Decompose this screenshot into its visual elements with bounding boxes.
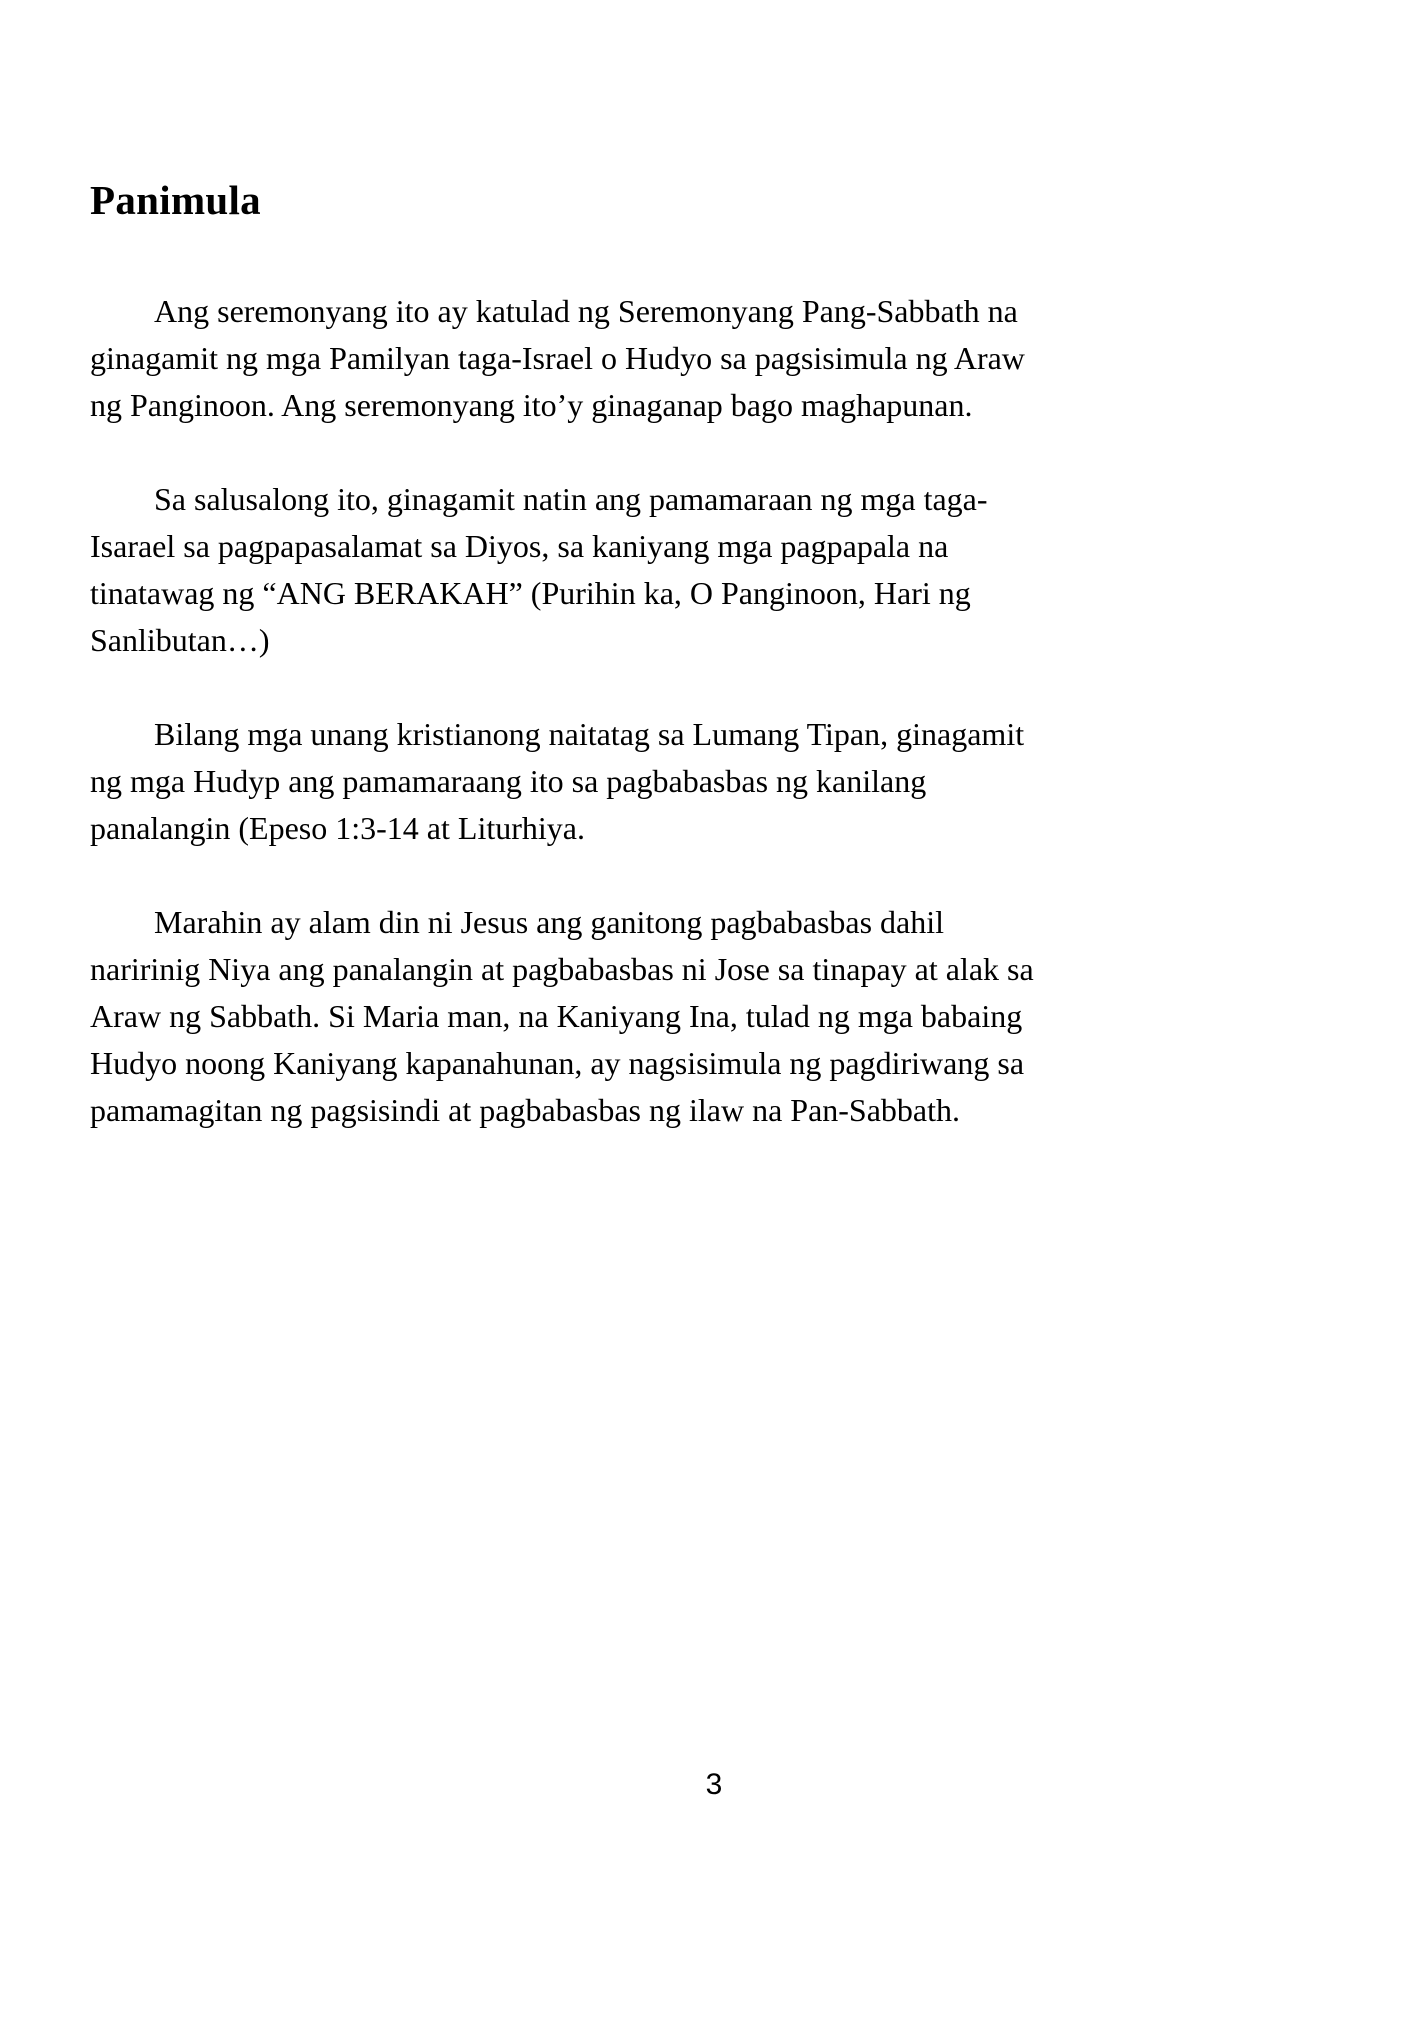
paragraph bbox=[90, 899, 1080, 1134]
page-title: Panimula bbox=[90, 177, 261, 223]
text-line: ng Panginoon. Ang seremonyang ito’y ginaganap bago maghapunan. bbox=[90, 387, 973, 423]
text-line: panalangin (Epeso 1:3-14 at Liturhiya. bbox=[90, 810, 585, 846]
text-line: Marahin ay alam din ni Jesus ang ganitong pagbabasbas dahil bbox=[154, 904, 945, 940]
text-line: naririnig Niya ang panalangin at pagbabasbas ni Jose sa tinapay at alak sa bbox=[90, 951, 1034, 987]
text-line: ng mga Hudyp ang pamamaraang ito sa pagbabasbas ng kanilang bbox=[90, 763, 927, 799]
text-line: pamamagitan ng pagsisindi at pagbabasbas ng ilaw na Pan-Sabbath. bbox=[90, 1092, 961, 1128]
text-line: Bilang mga unang kristianong naitatag sa Lumang Tipan, ginagamit bbox=[154, 716, 1025, 752]
text-line: Isarael sa pagpapasalamat sa Diyos, sa kaniyang mga pagpapala na bbox=[90, 528, 949, 564]
text-line: Araw ng Sabbath. Si Maria man, na Kaniyang Ina, tulad ng mga babaing bbox=[90, 998, 1023, 1034]
text-line: Sanlibutan…) bbox=[90, 622, 270, 658]
paragraph bbox=[90, 476, 1080, 664]
text-line: ginagamit ng mga Pamilyan taga-Israel o Hudyo sa pagsisimula ng Araw bbox=[90, 340, 1025, 376]
body-text bbox=[90, 288, 1080, 1181]
paragraph bbox=[90, 711, 1080, 852]
page-number: 3 bbox=[705, 1768, 723, 1801]
paragraph bbox=[90, 288, 1080, 429]
text-line: Hudyo noong Kaniyang kapanahunan, ay nagsisimula ng pagdiriwang sa bbox=[90, 1045, 1025, 1081]
text-line: Ang seremonyang ito ay katulad ng Seremonyang Pang-Sabbath na bbox=[154, 293, 1018, 329]
text-line: Sa salusalong ito, ginagamit natin ang pamamaraan ng mga taga- bbox=[154, 481, 988, 517]
text-line: tinatawag ng “ANG BERAKAH” (Purihin ka, O Panginoon, Hari ng bbox=[90, 575, 971, 611]
